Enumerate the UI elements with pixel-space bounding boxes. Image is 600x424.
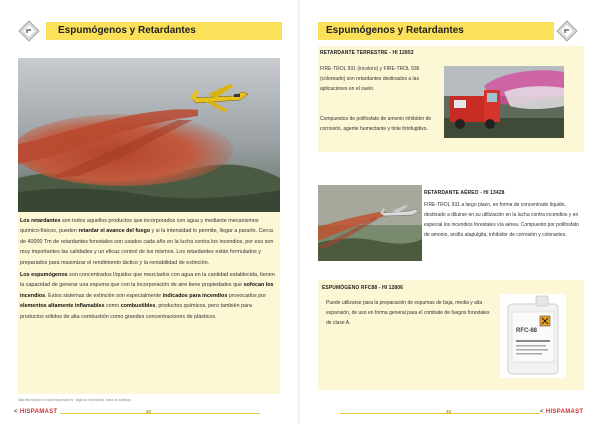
footer-divider	[340, 413, 540, 414]
body-text-run: y si la intensidad lo permite, llegar a pararlo. Cerca de 40000 Tm de retardantes forestales son usados cada año en la lucha contra los incendios, por eso son muy importantes las calidades y un eficaz control de los mismos. Los retardantes están formulados y preparados para maximizar el rendimiento táctico y la rentabilidad de extinción.	[20, 228, 274, 266]
emphasis-text: sofocan los incendios	[20, 282, 274, 299]
emphasis-text: Los espumógenos	[20, 272, 68, 279]
emphasis-text: indicados para incendios	[162, 292, 228, 299]
description-box	[18, 212, 280, 394]
section-heading: ESPUMÓGENO RFC88 - HI 12806	[322, 285, 404, 291]
espumogenos-paragraph	[20, 270, 276, 322]
page-number: 33	[446, 409, 452, 414]
emphasis-text: elementos altamente inflamables	[20, 303, 105, 310]
footer-note: Más información en www.hispamast.es · Algunos suministros, fuera de catálogo	[18, 398, 131, 402]
body-text-run: como	[104, 303, 121, 310]
emphasis-text: Los retardantes	[20, 218, 61, 224]
aircraft-drop-photo	[318, 185, 422, 261]
page-title: Espumógenos y Retardantes	[46, 22, 282, 40]
emphasis-text: retardar el avance del fuego	[78, 228, 151, 235]
page-number: 32	[146, 409, 152, 414]
emphasis-text: combustibles	[120, 303, 156, 310]
section-text: Compuestos de polifosfato de amonio inhibidor de corrosión, agente humectante y tinte fotofugitivo.	[320, 116, 432, 132]
page-title: Espumógenos y Retardantes	[318, 22, 554, 40]
foam-canister-photo	[500, 294, 566, 378]
section-text: Puede utilizarse para la preparación de espumas de baja, media y alta expansión, de uso en forma general para el combate de fuegos forestales de clase A.	[326, 300, 490, 326]
footer-divider	[60, 413, 260, 414]
body-text-run: provocados por	[227, 292, 267, 299]
right-page	[300, 0, 600, 424]
brand-logo: < HISPAMAST	[540, 409, 584, 415]
section-text: FIRE-TROL 931 a largo plazo, en forma de concentrado líquido, destinado a diluirse en su utilización en la lucha contra incendios y en especial los incendios forestales vía aérea. Compuesto por polifosfato de amonio, arcilla atapulgita, inhibidor de corrosión y colorantes.	[424, 202, 580, 238]
body-text-run: son concentrados líquidos que mezclados con agua en la cantidad establecida, tienen la capacidad de generar una espuma que con la incorporación de aire tiene propiedades que	[20, 272, 275, 289]
canister-label: RFC-88	[516, 328, 538, 334]
section-text: FIRE-TROL 931 (incoloro) y FIRE-TROL 936 (coloreado) son retardantes destinados a las aplicaciones en el suelo.	[320, 66, 420, 92]
section-aereo	[424, 190, 584, 240]
retardantes-paragraph	[20, 216, 276, 268]
hispamast-logo-icon	[18, 20, 40, 42]
body-text-run: . Estos sistemas de extinción son especialmente	[45, 292, 163, 299]
hispamast-logo-icon	[556, 20, 578, 42]
aerial-drop-photo	[18, 58, 280, 214]
section-heading: RETARDANTE AÉREO - HI 13428	[424, 190, 505, 196]
brand-logo: < HISPAMAST	[14, 409, 58, 415]
body-text-run: son todos aquellos productos que incorporados con agua y mediante mecanismos químico-físicos, pueden	[20, 218, 259, 235]
section-heading: RETARDANTE TERRESTRE - HI 12853	[320, 50, 414, 56]
fire-truck-photo	[444, 66, 564, 138]
body-text-run: , productos químicos, pero también para productos sólidos de alta combustión como grandes concentraciones de plásticos.	[20, 303, 252, 320]
